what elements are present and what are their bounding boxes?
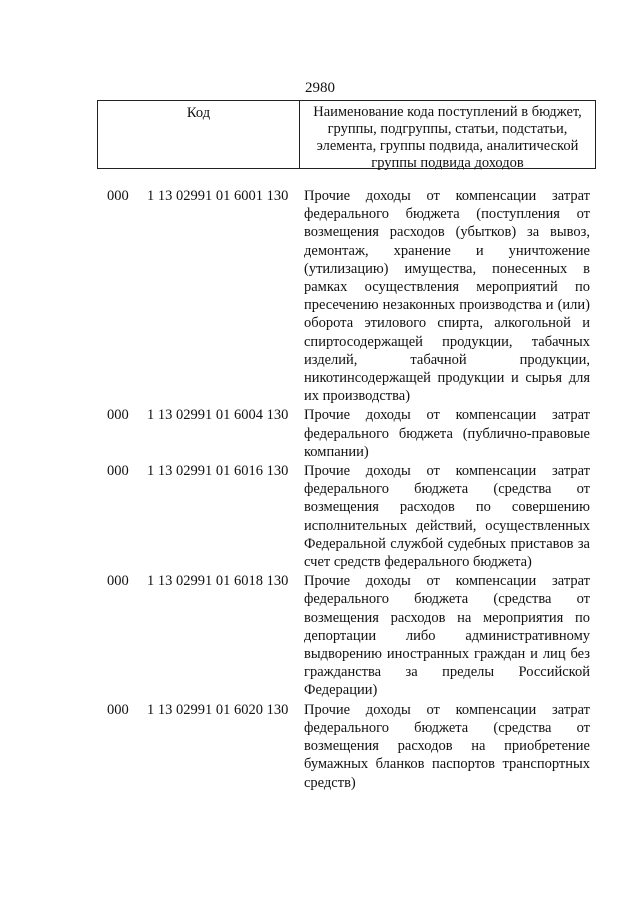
- row-description: Прочие доходы от компенсации затрат федерального бюджета (средства от возмещения расходов по совершению исполнительных действий, осуществленных Федеральной службой судебных приставов за счет средств федерального бюджета): [304, 463, 590, 571]
- row-budget-code: 1 13 02991 01 6016 130: [147, 463, 289, 480]
- header-name-label: Наименование кода поступлений в бюджет, группы, подгруппы, статьи, подстатьи, элемента, группы подвида, аналитической группы подвида доходов: [313, 104, 582, 171]
- row-admin-code: 000: [107, 407, 129, 424]
- row-budget-code: 1 13 02991 01 6004 130: [147, 407, 289, 424]
- page-number: 2980: [305, 80, 335, 96]
- header-code-label: Код: [98, 101, 300, 168]
- row-budget-code: 1 13 02991 01 6001 130: [147, 188, 289, 204]
- table-row: [0, 187, 640, 405]
- row-admin-code: 000: [107, 701, 129, 718]
- table-row: [0, 406, 640, 461]
- row-admin-code: 000: [107, 188, 129, 204]
- row-budget-code: 1 13 02991 01 6018 130: [147, 573, 289, 590]
- table-header: [97, 100, 596, 169]
- table-body: [0, 187, 640, 792]
- row-admin-code: 000: [107, 463, 129, 480]
- table-row: [0, 462, 640, 571]
- table-row: [0, 701, 640, 792]
- row-admin-code: 000: [107, 573, 129, 590]
- row-description: Прочие доходы от компенсации затрат федерального бюджета (публично-правовые компании): [304, 407, 590, 460]
- row-description: Прочие доходы от компенсации затрат федерального бюджета (поступления от возмещения расходов (убытков) за вывоз, демонтаж, хранение и уничтожение (утилизацию) имущества, понесенных в рамках осуществления мероприятий по пресечению незаконных производства и (или) оборота этилового спирта, алкогольной и спиртосодержащей продукции, табачных изделий, табачной продукции, никотинсодержащей продукции и сырья для их производства): [304, 188, 590, 405]
- row-description: Прочие доходы от компенсации затрат федерального бюджета (средства от возмещения расходов на приобретение бумажных бланков паспортов транспортных средств): [304, 701, 590, 791]
- row-description: Прочие доходы от компенсации затрат федерального бюджета (средства от возмещения расходов на мероприятия по депортации либо административному выдворению иностранных граждан и лиц без гражданства за пределы Российской Федерации): [304, 573, 590, 699]
- row-budget-code: 1 13 02991 01 6020 130: [147, 701, 289, 718]
- table-row: [0, 572, 640, 699]
